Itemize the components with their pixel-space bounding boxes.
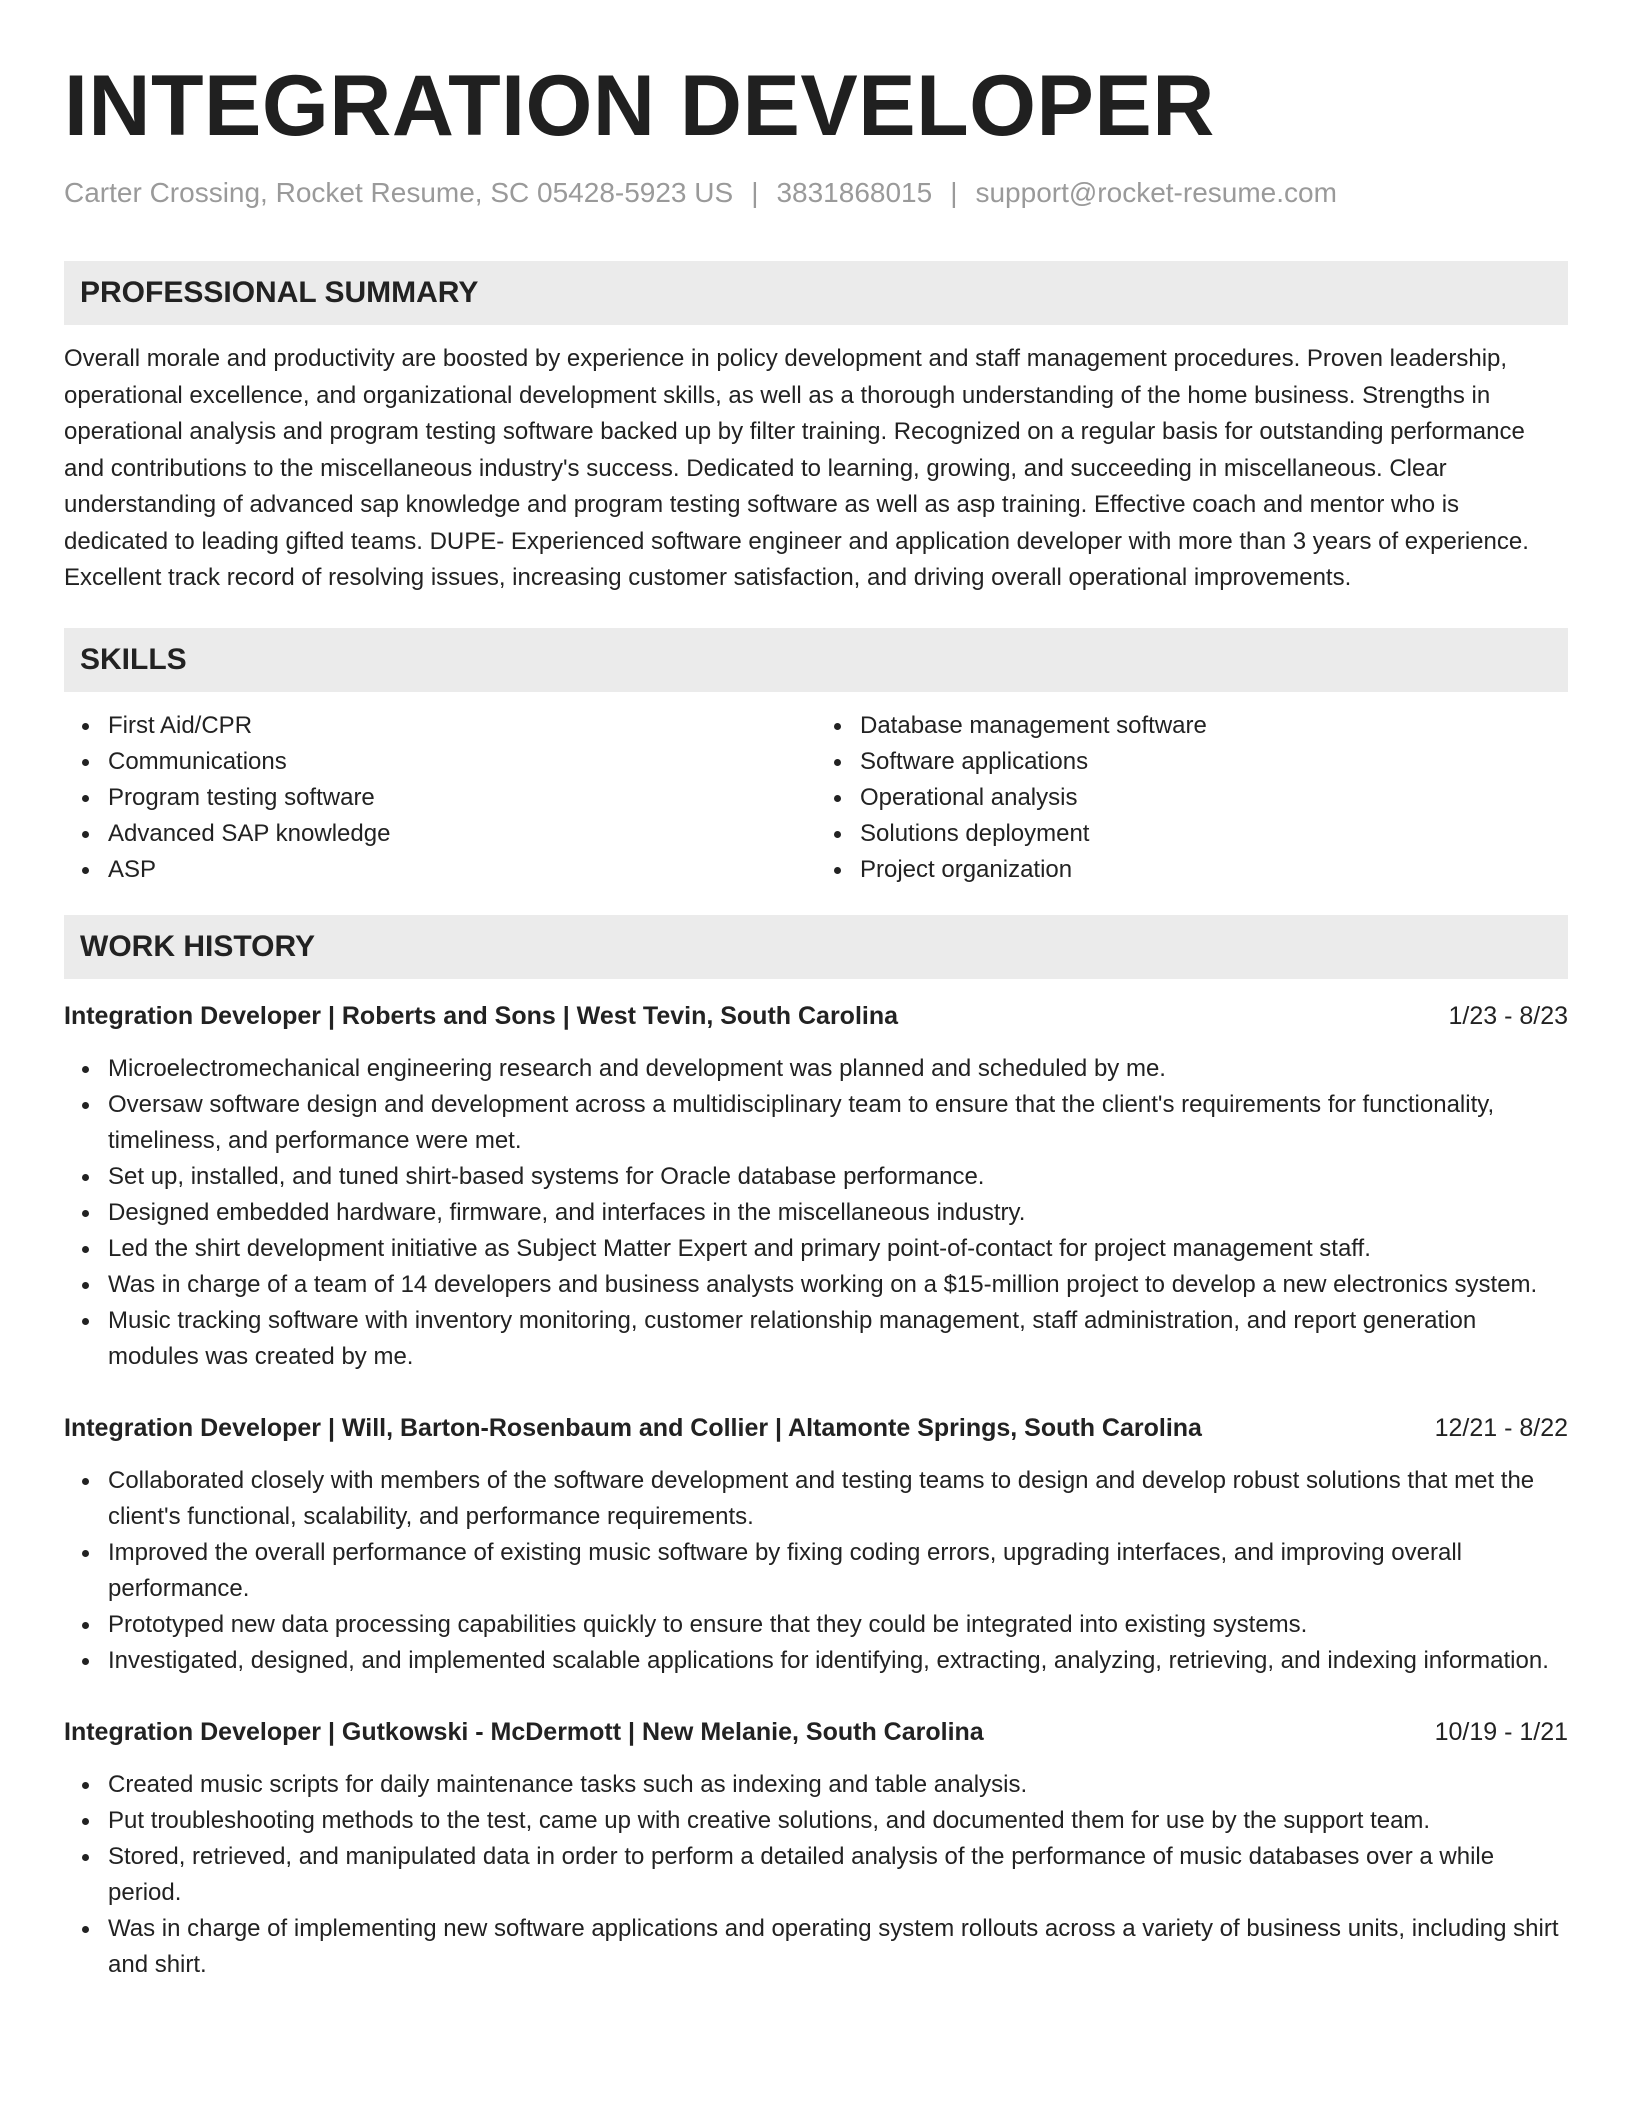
job-heading: Integration Developer | Gutkowski - McDermott | New Melanie, South Carolina xyxy=(64,1717,984,1746)
summary-text: Overall morale and productivity are boosted by experience in policy development and staff management procedures. Proven leadership, operational excellence, and organizational development skills, as well as a thorough understanding of the home business. Strengths in operational analysis and program testing software backed up by filter training. Recognized on a regular basis for outstanding performance and contributions to the miscellaneous industry's success. Dedicated to learning, growing, and succeeding in miscellaneous. Clear understanding of advanced sap knowledge and program testing software as well as asp training. Effective coach and mentor who is dedicated to leading gifted teams. DUPE- Experienced software engineer and application developer with more than 3 years of experience. Excellent track record of resolving issues, increasing customer satisfaction, and driving overall operational improvements. xyxy=(64,345,1529,591)
job-heading-row xyxy=(64,999,1568,1033)
job-bullet: Collaborated closely with members of the software development and testing teams to design and develop robust solutions that met the client's functional, scalability, and performance requirements. xyxy=(108,1463,1568,1535)
job-bullet: Was in charge of a team of 14 developers and business analysts working on a $15-million project to develop a new electronics system. xyxy=(108,1267,1568,1303)
section-header-summary: PROFESSIONAL SUMMARY xyxy=(64,261,1568,325)
contact-line xyxy=(64,176,1568,210)
contact-email: support@rocket-resume.com xyxy=(975,177,1337,208)
job-bullet: Stored, retrieved, and manipulated data in order to perform a detailed analysis of the performance of music databases over a while period. xyxy=(108,1839,1568,1911)
job-entry xyxy=(64,999,1568,1375)
job-bullets xyxy=(64,1463,1568,1679)
job-bullet: Set up, installed, and tuned shirt-based systems for Oracle database performance. xyxy=(108,1159,1568,1195)
skill-item: First Aid/CPR xyxy=(108,708,816,744)
job-bullet: Put troubleshooting methods to the test, came up with creative solutions, and documented them for use by the support team. xyxy=(108,1803,1568,1839)
skills-list xyxy=(64,708,1568,888)
skill-item: Communications xyxy=(108,744,816,780)
job-entry xyxy=(64,1715,1568,1983)
skills-column-right xyxy=(816,708,1568,888)
resume-title: INTEGRATION DEVELOPER xyxy=(64,58,1215,154)
job-dates: 1/23 - 8/23 xyxy=(1448,1001,1568,1030)
job-dates: 10/19 - 1/21 xyxy=(1434,1717,1568,1746)
contact-address: Carter Crossing, Rocket Resume, SC 05428-5923 US xyxy=(64,177,734,208)
job-entry xyxy=(64,1411,1568,1679)
job-heading: Integration Developer | Will, Barton-Rosenbaum and Collier | Altamonte Springs, South Carolina xyxy=(64,1413,1202,1442)
job-bullets xyxy=(64,1051,1568,1375)
job-bullet: Led the shirt development initiative as Subject Matter Expert and primary point-of-contact for project management staff. xyxy=(108,1231,1568,1267)
skill-item: Solutions deployment xyxy=(860,816,1568,852)
contact-phone: 3831868015 xyxy=(776,177,933,208)
job-bullet: Improved the overall performance of existing music software by fixing coding errors, upgrading interfaces, and improving overall performance. xyxy=(108,1535,1568,1607)
job-bullet: Prototyped new data processing capabilities quickly to ensure that they could be integrated into existing systems. xyxy=(108,1607,1568,1643)
job-bullet: Was in charge of implementing new software applications and operating system rollouts across a variety of business units, including shirt and shirt. xyxy=(108,1911,1568,1983)
job-heading-row xyxy=(64,1715,1568,1749)
section-header-skills: SKILLS xyxy=(64,628,1568,692)
section-header-work-history: WORK HISTORY xyxy=(64,915,1568,979)
contact-separator: | xyxy=(751,177,759,208)
job-heading-row xyxy=(64,1411,1568,1445)
job-bullet: Created music scripts for daily maintenance tasks such as indexing and table analysis. xyxy=(108,1767,1568,1803)
skill-item: Database management software xyxy=(860,708,1568,744)
job-bullet: Designed embedded hardware, firmware, and interfaces in the miscellaneous industry. xyxy=(108,1195,1568,1231)
skill-item: ASP xyxy=(108,852,816,888)
job-dates: 12/21 - 8/22 xyxy=(1434,1413,1568,1442)
job-bullet: Investigated, designed, and implemented scalable applications for identifying, extracting, analyzing, retrieving, and indexing information. xyxy=(108,1643,1568,1679)
skill-item: Advanced SAP knowledge xyxy=(108,816,816,852)
skill-item: Program testing software xyxy=(108,780,816,816)
skills-column-left xyxy=(64,708,816,888)
job-bullets xyxy=(64,1767,1568,1983)
skill-item: Software applications xyxy=(860,744,1568,780)
contact-separator: | xyxy=(950,177,958,208)
job-bullet: Music tracking software with inventory monitoring, customer relationship management, staff administration, and report generation modules was created by me. xyxy=(108,1303,1568,1375)
skill-item: Project organization xyxy=(860,852,1568,888)
job-bullet: Oversaw software design and development across a multidisciplinary team to ensure that the client's requirements for functionality, timeliness, and performance were met. xyxy=(108,1087,1568,1159)
skill-item: Operational analysis xyxy=(860,780,1568,816)
job-heading: Integration Developer | Roberts and Sons | West Tevin, South Carolina xyxy=(64,1001,899,1030)
job-bullet: Microelectromechanical engineering research and development was planned and scheduled by me. xyxy=(108,1051,1568,1087)
